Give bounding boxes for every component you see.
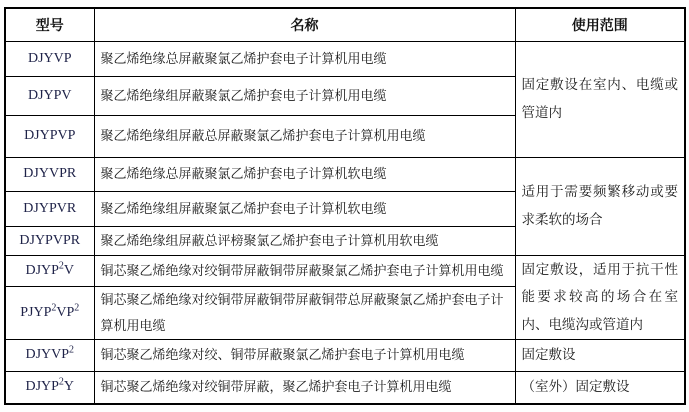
usage-cell: （室外）固定敷设 (515, 371, 685, 404)
usage-cell: 固定敷设，适用于抗干性能要求较高的场合在室内、电缆沟或管道内 (515, 255, 685, 339)
name-cell: 聚乙烯绝缘组屏蔽聚氯乙烯护套电子计算机软电缆 (94, 191, 515, 226)
model-text: DJYP (25, 262, 59, 278)
header-name: 名称 (94, 8, 515, 41)
model-text: PJYP (20, 304, 52, 320)
model-cell (5, 157, 94, 191)
model-cell (5, 115, 94, 157)
model-cell (5, 76, 94, 115)
model-cell (5, 371, 94, 404)
model-text: DJYVP (27, 50, 72, 66)
name-cell: 聚乙烯绝缘组屏蔽聚氯乙烯护套电子计算机用电缆 (94, 76, 515, 115)
name-cell: 铜芯聚乙烯绝缘对绞铜带屏蔽铜带屏蔽聚氯乙烯护套电子计算机用电缆 (94, 255, 515, 286)
model-text: DJYPVR (23, 200, 77, 216)
header-usage: 使用范围 (515, 8, 685, 41)
name-cell: 铜芯聚乙烯绝缘对绞铜带屏蔽铜带屏蔽铜带总屏蔽聚氯乙烯护套电子计算机用电缆 (94, 286, 515, 339)
table-row (5, 41, 685, 76)
model-superscript: 2 (58, 259, 64, 271)
cable-spec-table (4, 7, 686, 405)
model-cell (5, 286, 94, 339)
model-text: DJYPVP (24, 128, 76, 143)
model-superscript: 2 (58, 376, 64, 388)
header-model: 型号 (5, 8, 94, 41)
model-text: DJYVPR (23, 166, 77, 181)
table-row (5, 255, 685, 286)
table-body (5, 41, 685, 404)
model-cell (5, 255, 94, 286)
name-cell: 铜芯聚乙烯绝缘对绞、铜带屏蔽聚氯乙烯护套电子计算机用电缆 (94, 339, 515, 371)
name-cell: 铜芯聚乙烯绝缘对绞铜带屏蔽，聚乙烯护套电子计算机用电缆 (94, 371, 515, 404)
name-cell: 聚乙烯绝缘总屏蔽聚氯乙烯护套电子计算机用电缆 (94, 41, 515, 76)
model-cell (5, 41, 94, 76)
usage-cell: 固定敷设 (515, 339, 685, 371)
model-text: DJYPVPR (19, 232, 81, 248)
model-text: DJYPV (27, 87, 72, 103)
table-row (5, 371, 685, 404)
table-row (5, 157, 685, 191)
model-superscript: 2 (51, 301, 57, 313)
usage-cell: 固定敷设在室内、电缆或管道内 (515, 41, 685, 157)
model-text: VP (56, 304, 75, 320)
usage-cell: 适用于需要频繁移动或要求柔软的场合 (515, 157, 685, 255)
name-cell: 聚乙烯绝缘组屏蔽总屏蔽聚氯乙烯护套电子计算机用电缆 (94, 115, 515, 157)
header-row (5, 8, 685, 41)
table-row (5, 339, 685, 371)
model-cell (5, 226, 94, 255)
model-cell (5, 339, 94, 371)
name-cell: 聚乙烯绝缘组屏蔽总评榜聚氯乙烯护套电子计算机用软电缆 (94, 226, 515, 255)
name-cell: 聚乙烯绝缘总屏蔽聚氯乙烯护套电子计算机软电缆 (94, 157, 515, 191)
model-superscript: 2 (74, 301, 80, 313)
model-cell (5, 191, 94, 226)
model-text: Y (63, 379, 75, 395)
table-header (5, 8, 685, 41)
model-text: V (63, 262, 75, 278)
model-text: DJYVP (25, 347, 70, 363)
model-superscript: 2 (69, 344, 75, 356)
model-text: DJYP (25, 379, 59, 395)
